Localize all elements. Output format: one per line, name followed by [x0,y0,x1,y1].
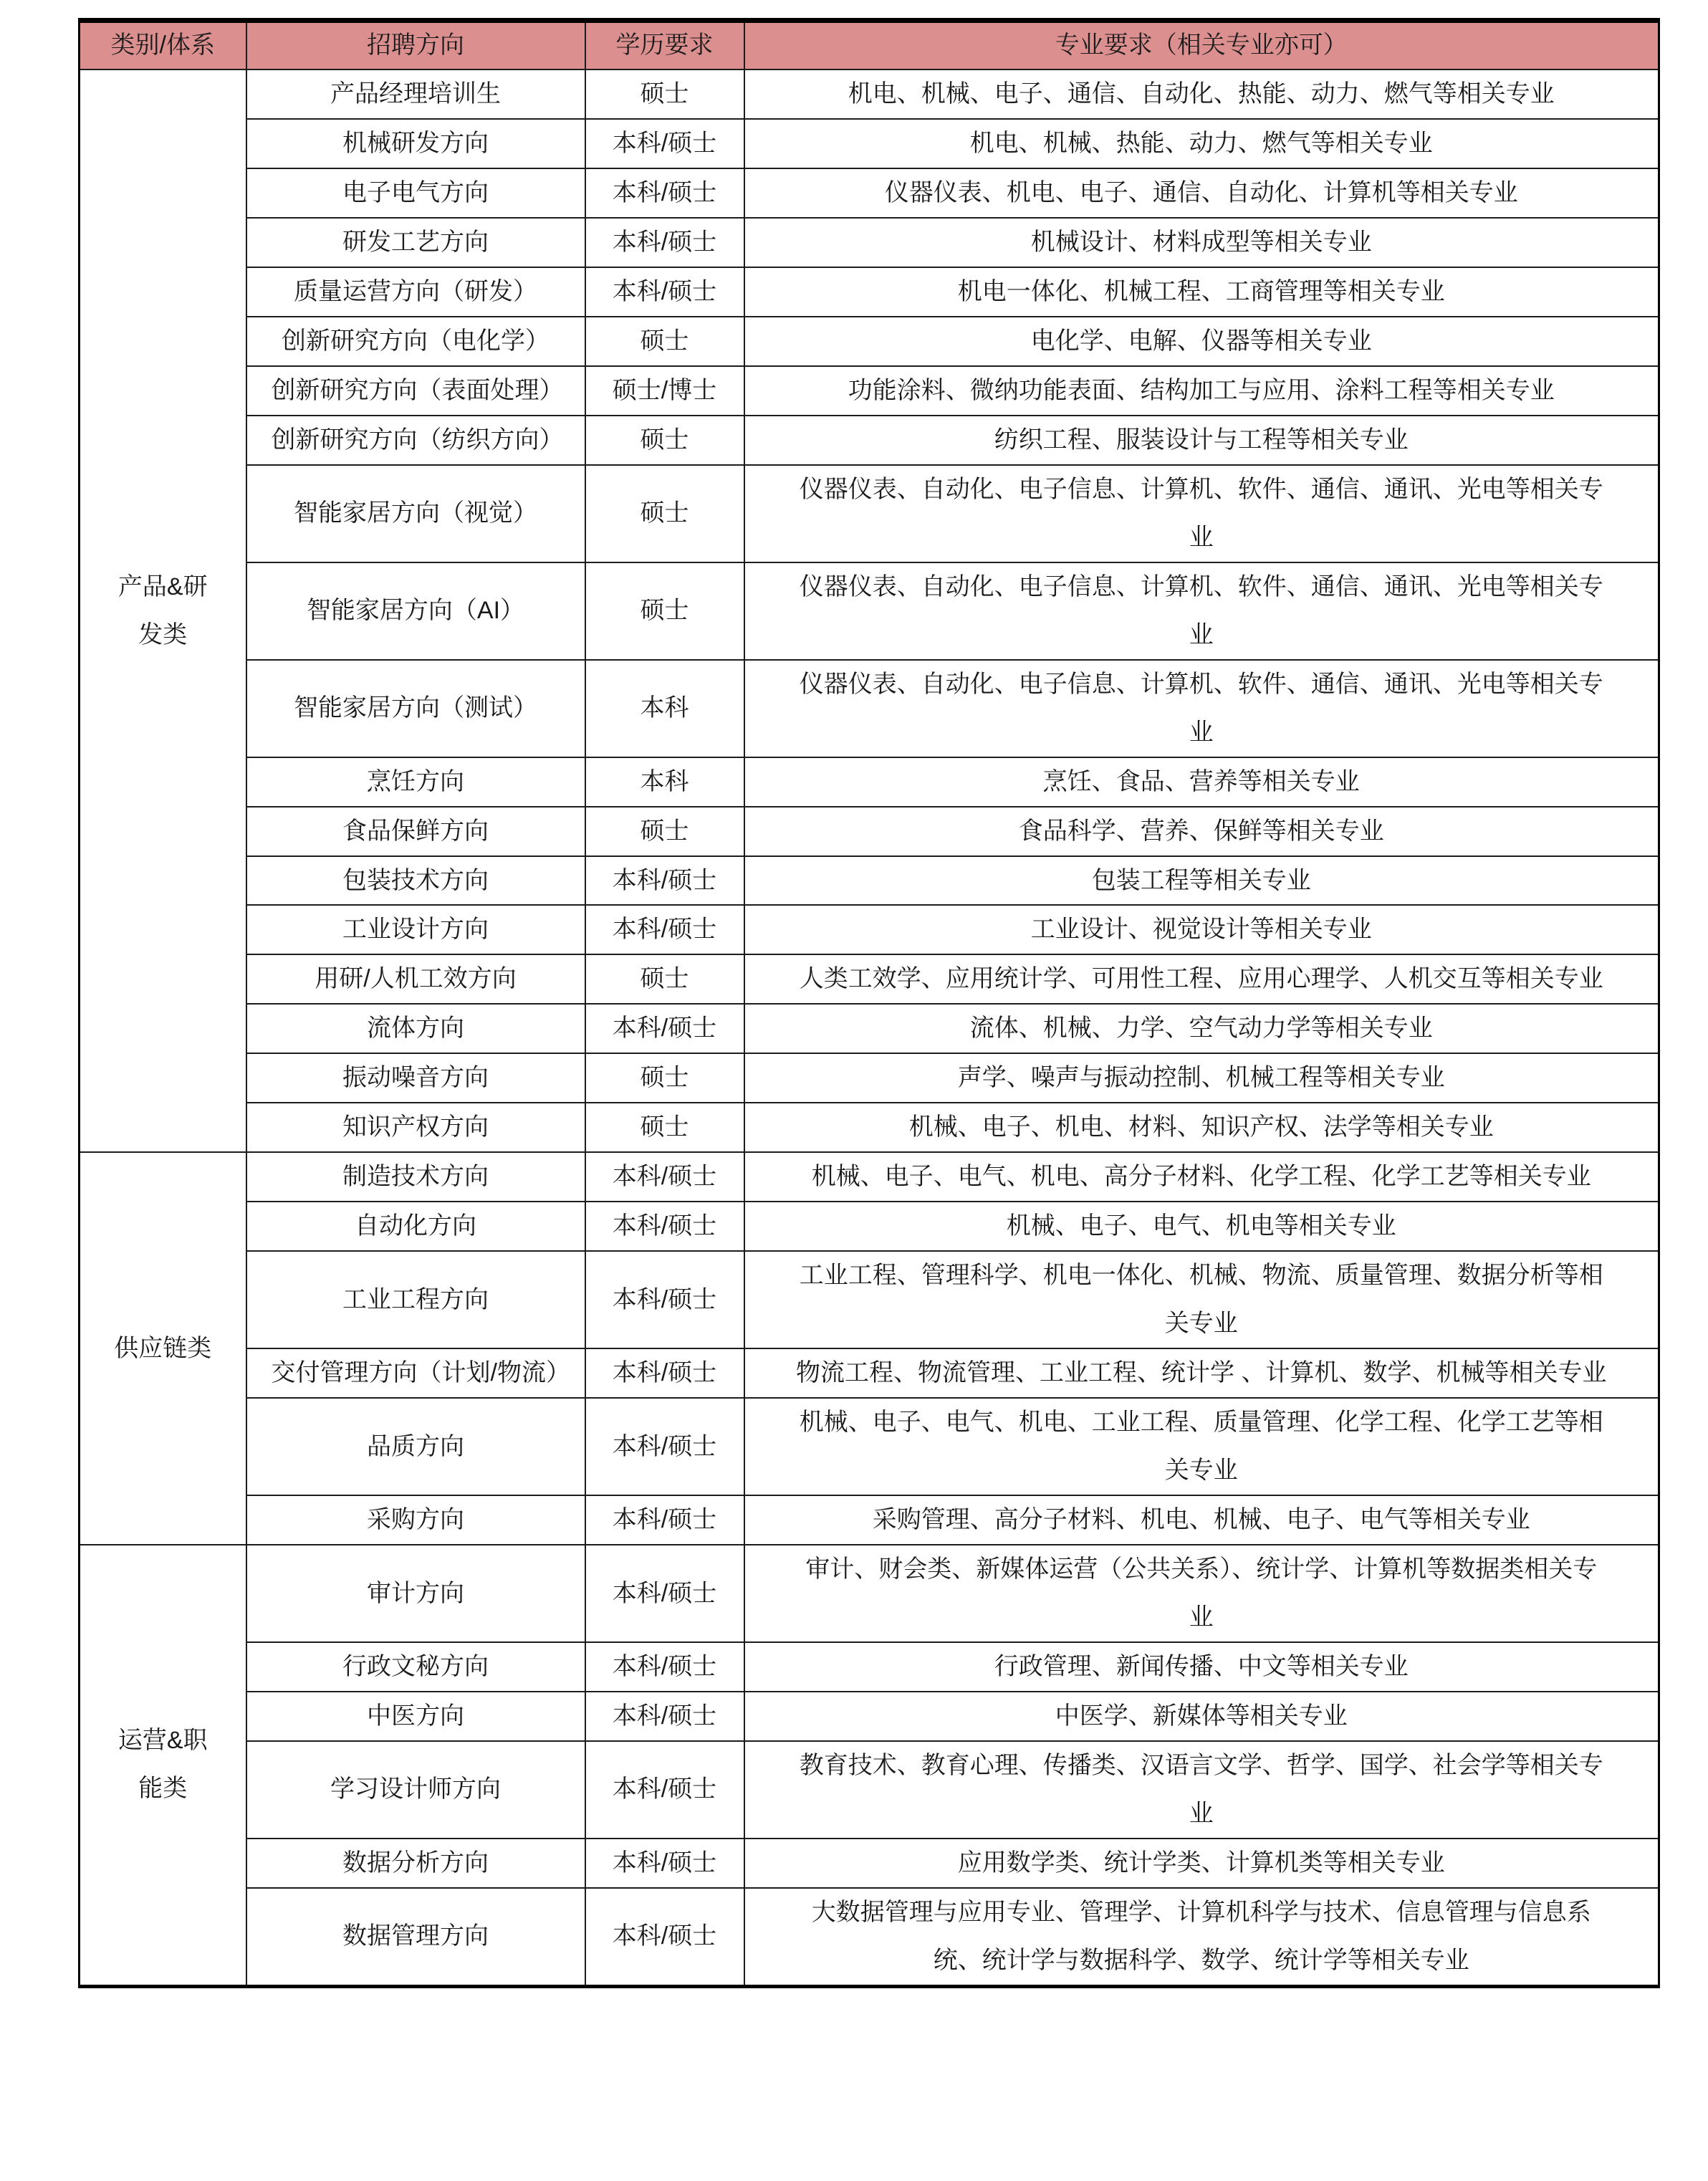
header-category: 类别/体系 [80,21,246,70]
cell-majors: 教育技术、教育心理、传播类、汉语言文学、哲学、国学、社会学等相关专业 [744,1741,1659,1839]
cell-majors: 食品科学、营养、保鲜等相关专业 [744,807,1659,856]
table-row [80,1202,1659,1251]
cell-degree: 本科/硕士 [585,856,744,906]
header-degree: 学历要求 [585,21,744,70]
cell-direction: 工业设计方向 [246,905,585,954]
cell-degree: 硕士 [585,1053,744,1103]
table-header [80,21,1659,70]
cell-majors: 仪器仪表、自动化、电子信息、计算机、软件、通信、通讯、光电等相关专业 [744,465,1659,562]
cell-majors: 大数据管理与应用专业、管理学、计算机科学与技术、信息管理与信息系统、统计学与数据科学、数学、统计学等相关专业 [744,1888,1659,1986]
table-row [80,465,1659,562]
cell-majors: 行政管理、新闻传播、中文等相关专业 [744,1642,1659,1692]
cell-degree: 硕士 [585,1103,744,1152]
table-row [80,317,1659,366]
cell-majors: 纺织工程、服装设计与工程等相关专业 [744,416,1659,465]
cell-degree: 本科/硕士 [585,119,744,168]
cell-direction: 数据分析方向 [246,1839,585,1888]
table-row [80,856,1659,906]
table-row [80,1839,1659,1888]
cell-majors: 包装工程等相关专业 [744,856,1659,906]
cell-degree: 本科/硕士 [585,905,744,954]
cell-direction: 创新研究方向（纺织方向） [246,416,585,465]
cell-direction: 振动噪音方向 [246,1053,585,1103]
table-row [80,1545,1659,1642]
cell-majors: 电化学、电解、仪器等相关专业 [744,317,1659,366]
cell-degree: 本科/硕士 [585,1251,744,1348]
table-row [80,1888,1659,1986]
cell-direction: 中医方向 [246,1692,585,1741]
cell-degree: 硕士 [585,465,744,562]
cell-majors: 功能涂料、微纳功能表面、结构加工与应用、涂料工程等相关专业 [744,366,1659,416]
table-row [80,1152,1659,1202]
table-row [80,660,1659,757]
table-row [80,218,1659,267]
cell-majors: 机械、电子、电气、机电等相关专业 [744,1202,1659,1251]
cell-direction: 流体方向 [246,1004,585,1053]
cell-direction: 学习设计师方向 [246,1741,585,1839]
cell-degree: 本科/硕士 [585,1152,744,1202]
table-row [80,1348,1659,1398]
cell-direction: 交付管理方向（计划/物流） [246,1348,585,1398]
cell-degree: 本科/硕士 [585,1495,744,1545]
table-row [80,807,1659,856]
cell-direction: 食品保鲜方向 [246,807,585,856]
table-row [80,1741,1659,1839]
cell-majors: 机电一体化、机械工程、工商管理等相关专业 [744,267,1659,317]
table-row [80,905,1659,954]
table-row [80,562,1659,660]
cell-degree: 硕士 [585,416,744,465]
cell-direction: 研发工艺方向 [246,218,585,267]
header-majors: 专业要求（相关专业亦可） [744,21,1659,70]
cell-majors: 机电、机械、热能、动力、燃气等相关专业 [744,119,1659,168]
cell-direction: 用研/人机工效方向 [246,954,585,1004]
cell-direction: 烹饪方向 [246,757,585,807]
table-body [80,69,1659,1986]
table-row [80,1692,1659,1741]
cell-degree: 本科/硕士 [585,1839,744,1888]
cell-majors: 中医学、新媒体等相关专业 [744,1692,1659,1741]
cell-degree: 本科/硕士 [585,1004,744,1053]
cell-direction: 机械研发方向 [246,119,585,168]
cell-direction: 采购方向 [246,1495,585,1545]
cell-degree: 硕士 [585,807,744,856]
cell-direction: 制造技术方向 [246,1152,585,1202]
cell-direction: 包装技术方向 [246,856,585,906]
category-cell: 供应链类 [80,1152,246,1545]
table-row [80,1495,1659,1545]
cell-majors: 烹饪、食品、营养等相关专业 [744,757,1659,807]
cell-majors: 机械、电子、机电、材料、知识产权、法学等相关专业 [744,1103,1659,1152]
cell-majors: 机械、电子、电气、机电、工业工程、质量管理、化学工程、化学工艺等相关专业 [744,1398,1659,1495]
cell-direction: 创新研究方向（表面处理） [246,366,585,416]
cell-majors: 采购管理、高分子材料、机电、机械、电子、电气等相关专业 [744,1495,1659,1545]
cell-majors: 仪器仪表、自动化、电子信息、计算机、软件、通信、通讯、光电等相关专业 [744,660,1659,757]
cell-direction: 智能家居方向（视觉） [246,465,585,562]
cell-degree: 本科/硕士 [585,1398,744,1495]
cell-degree: 本科/硕士 [585,1642,744,1692]
cell-majors: 仪器仪表、自动化、电子信息、计算机、软件、通信、通讯、光电等相关专业 [744,562,1659,660]
cell-degree: 本科 [585,757,744,807]
table-row [80,267,1659,317]
cell-majors: 机械、电子、电气、机电、高分子材料、化学工程、化学工艺等相关专业 [744,1152,1659,1202]
cell-degree: 本科/硕士 [585,218,744,267]
table-row [80,168,1659,218]
cell-majors: 机电、机械、电子、通信、自动化、热能、动力、燃气等相关专业 [744,69,1659,119]
cell-degree: 本科/硕士 [585,1888,744,1986]
table-row [80,119,1659,168]
cell-degree: 硕士 [585,317,744,366]
table-row [80,69,1659,119]
table-row [80,1103,1659,1152]
table-row [80,1398,1659,1495]
table-row [80,1053,1659,1103]
cell-direction: 电子电气方向 [246,168,585,218]
category-cell: 运营&职能类 [80,1545,246,1986]
cell-direction: 工业工程方向 [246,1251,585,1348]
cell-direction: 智能家居方向（测试） [246,660,585,757]
cell-majors: 审计、财会类、新媒体运营（公共关系）、统计学、计算机等数据类相关专业 [744,1545,1659,1642]
table-row [80,1251,1659,1348]
table-row [80,954,1659,1004]
cell-degree: 本科/硕士 [585,1202,744,1251]
cell-majors: 人类工效学、应用统计学、可用性工程、应用心理学、人机交互等相关专业 [744,954,1659,1004]
cell-majors: 工业设计、视觉设计等相关专业 [744,905,1659,954]
cell-direction: 创新研究方向（电化学） [246,317,585,366]
cell-majors: 流体、机械、力学、空气动力学等相关专业 [744,1004,1659,1053]
cell-degree: 硕士/博士 [585,366,744,416]
cell-direction: 自动化方向 [246,1202,585,1251]
cell-majors: 工业工程、管理科学、机电一体化、机械、物流、质量管理、数据分析等相关专业 [744,1251,1659,1348]
recruitment-table [78,18,1660,1988]
cell-degree: 硕士 [585,562,744,660]
header-direction: 招聘方向 [246,21,585,70]
header-row [80,21,1659,70]
cell-direction: 品质方向 [246,1398,585,1495]
table-row [80,1642,1659,1692]
cell-degree: 本科 [585,660,744,757]
cell-degree: 本科/硕士 [585,1741,744,1839]
cell-degree: 硕士 [585,69,744,119]
cell-direction: 产品经理培训生 [246,69,585,119]
table-row [80,366,1659,416]
cell-degree: 本科/硕士 [585,1692,744,1741]
cell-majors: 物流工程、物流管理、工业工程、统计学 、计算机、数学、机械等相关专业 [744,1348,1659,1398]
cell-majors: 声学、噪声与振动控制、机械工程等相关专业 [744,1053,1659,1103]
cell-majors: 应用数学类、统计学类、计算机类等相关专业 [744,1839,1659,1888]
table-row [80,1004,1659,1053]
cell-direction: 质量运营方向（研发） [246,267,585,317]
cell-direction: 知识产权方向 [246,1103,585,1152]
cell-direction: 数据管理方向 [246,1888,585,1986]
cell-degree: 本科/硕士 [585,267,744,317]
table-row [80,757,1659,807]
cell-majors: 机械设计、材料成型等相关专业 [744,218,1659,267]
cell-direction: 行政文秘方向 [246,1642,585,1692]
cell-degree: 本科/硕士 [585,1348,744,1398]
cell-direction: 审计方向 [246,1545,585,1642]
cell-degree: 硕士 [585,954,744,1004]
cell-degree: 本科/硕士 [585,168,744,218]
table-row [80,416,1659,465]
cell-direction: 智能家居方向（AI） [246,562,585,660]
category-cell: 产品&研发类 [80,69,246,1152]
cell-degree: 本科/硕士 [585,1545,744,1642]
cell-majors: 仪器仪表、机电、电子、通信、自动化、计算机等相关专业 [744,168,1659,218]
